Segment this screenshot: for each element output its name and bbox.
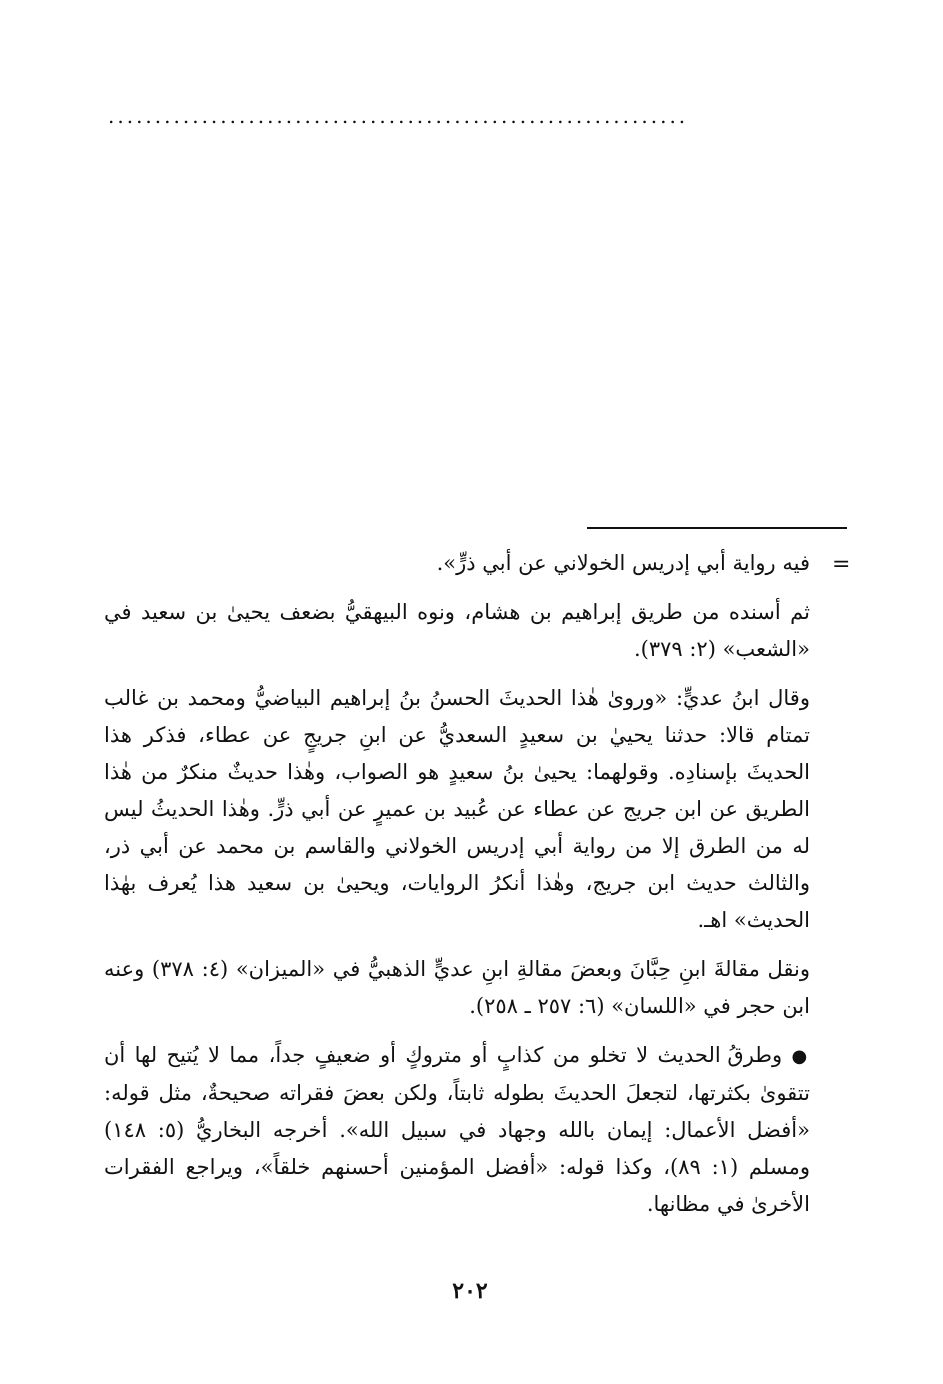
footnotes-block <box>104 545 810 1235</box>
footnote-paragraph-2: ثم أسنده من طريق إبراهيم بن هشام، ونوه البيهقيُّ بضعف يحيىٰ بن سعيد في «الشعب» (٢: ٣٧٩). <box>104 600 810 661</box>
dotted-separator: .............................................................. <box>108 104 689 128</box>
continuation-marker: = <box>832 552 851 577</box>
page-number: ٢٠٢ <box>452 1278 488 1304</box>
footnote-paragraph-5-text: وطرقُ الحديث لا تخلو من كذابٍ أو متروكٍ أو ضعيفٍ جداً، مما لا يُتيح لها أن تتقوىٰ بكثرتها، لتجعلَ الحديثَ بطوله ثابتاً، ولكن بعضَ فقراته صحيحةٌ، مثل قوله: «أفضل الأعمال: إيمان بالله وجهاد في سبيل الله». أخرجه البخاريُّ (٥: ١٤٨) ومسلم (١: ٨٩)، وكذا قوله: «أفضل المؤمنين أحسنهم خلقاً»، ويراجع الفقرات الأخرىٰ في مظانها. <box>104 1043 810 1216</box>
footnote-paragraph-4: ونقل مقالةَ ابنِ حِبَّانَ وبعضَ مقالةِ ابنِ عديٍّ الذهبيُّ في «الميزان» (٤: ٣٧٨) وعنه ابن حجر في «اللسان» (٦: ٢٥٧ ـ ٢٥٨). <box>104 957 810 1018</box>
bullet-icon: ● <box>791 1046 810 1067</box>
footnote-rule <box>587 527 847 529</box>
footnote-paragraph-1: فيه رواية أبي إدريس الخولاني عن أبي ذرٍّ». <box>436 551 810 575</box>
footnote-paragraph-3: وقال ابنُ عديٍّ: «ورویٰ هٰذا الحديثَ الحسنُ بنُ إبراهيم البياضيُّ ومحمد بن غالب تمتام قالا: حدثنا يحييٰ بن سعيدٍ السعديُّ عن ابنِ جريجٍ عن عطاء، فذكر هذا الحديثَ بإسنادِه. وقولهما: يحيىٰ بنُ سعيدٍ هو الصواب، وهٰذا حديثٌ منكرٌ من هٰذا الطريق عن ابن جريج عن عطاء عن عُبيد بن عميرٍ عن أبي ذرٍّ. وهٰذا الحديثُ ليس له من الطرق إلا من رواية أبي إدريس الخولاني والقاسم بن محمد عن أبي ذر، والثالث حديث ابن جريج، وهٰذا أنكرُ الروايات، ويحيىٰ بن سعيد هذا يُعرف بهٰذا الحديث» اهـ. <box>104 686 810 932</box>
footnote-paragraph-5 <box>104 1037 810 1223</box>
